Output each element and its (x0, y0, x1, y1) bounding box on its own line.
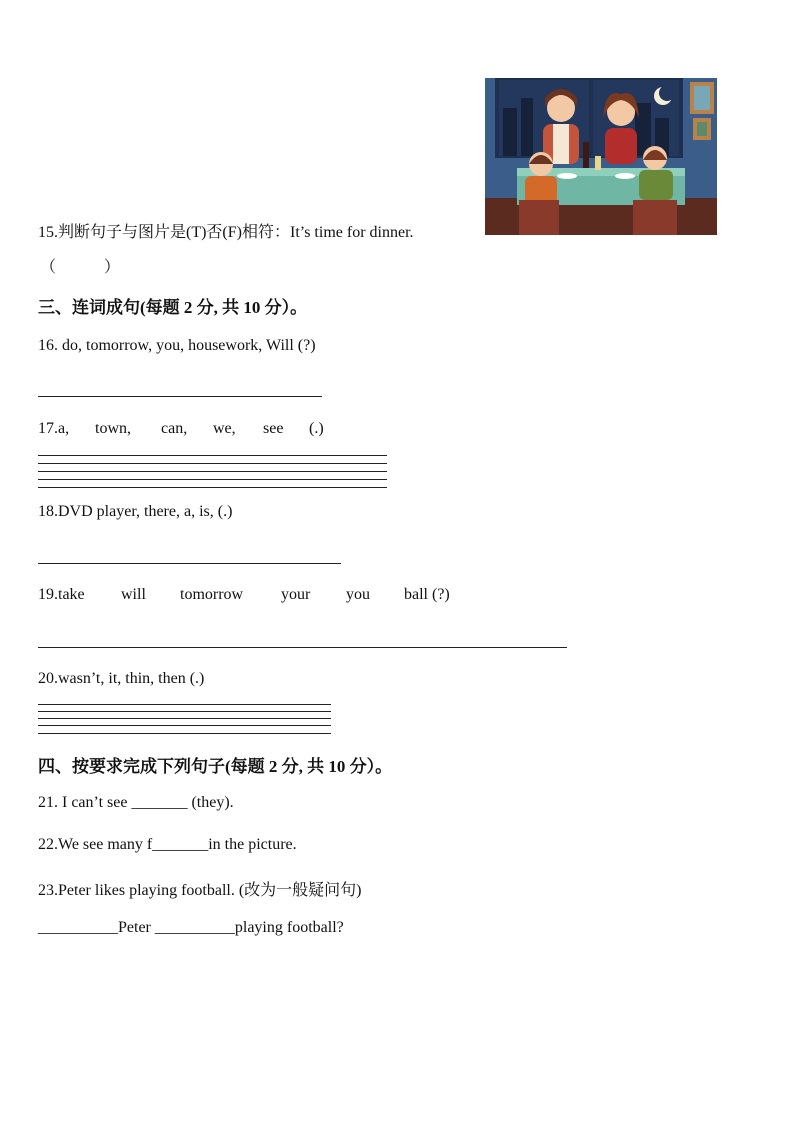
question-16: 16. do, tomorrow, you, housework, Will (?) (38, 337, 316, 354)
word: (.) (309, 420, 324, 437)
section-3-title: 三、连词成句(每题 2 分, 共 10 分）。 (38, 298, 308, 317)
question-22: 22.We see many f_______in the picture. (38, 836, 297, 853)
question-20: 20.wasn’t, it, thin, then (.) (38, 670, 205, 687)
answer-line-20e (38, 733, 331, 734)
word: your (281, 586, 311, 603)
answer-line-17c (38, 471, 387, 472)
word: will (121, 586, 146, 603)
answer-line-18 (38, 563, 341, 564)
word: you (346, 586, 370, 603)
word: 19.take (38, 586, 85, 603)
question-19 (38, 586, 450, 604)
question-15-answer-paren: （ ） (40, 259, 121, 276)
answer-line-17d (38, 479, 387, 480)
answer-line-20a (38, 704, 331, 705)
word: see (263, 420, 284, 437)
section-4-title: 四、按要求完成下列句子(每题 2 分, 共 10 分）。 (38, 757, 393, 776)
answer-line-20d (38, 725, 331, 726)
dinner-illustration (485, 78, 717, 235)
word: can, (161, 420, 188, 437)
answer-line-16 (38, 396, 322, 397)
answer-line-17b (38, 463, 387, 464)
word: 17.a, (38, 420, 70, 437)
answer-line-19 (38, 647, 567, 648)
question-18: 18.DVD player, there, a, is, (.) (38, 503, 233, 520)
question-23-answer: __________Peter __________playing football? (38, 919, 344, 936)
word: town, (95, 420, 131, 437)
question-17 (38, 420, 324, 438)
word: we, (213, 420, 236, 437)
answer-line-20c (38, 718, 331, 719)
word: tomorrow (180, 586, 244, 603)
question-15: 15.判断句子与图片是(T)否(F)相符：It’s time for dinner. (38, 224, 414, 241)
question-23: 23.Peter likes playing football. (改为一般疑问句) (38, 882, 362, 899)
question-21: 21. I can’t see _______ (they). (38, 794, 234, 811)
answer-line-17e (38, 487, 387, 488)
answer-line-17a (38, 455, 387, 456)
word: ball (?) (404, 586, 450, 603)
answer-line-20b (38, 711, 331, 712)
